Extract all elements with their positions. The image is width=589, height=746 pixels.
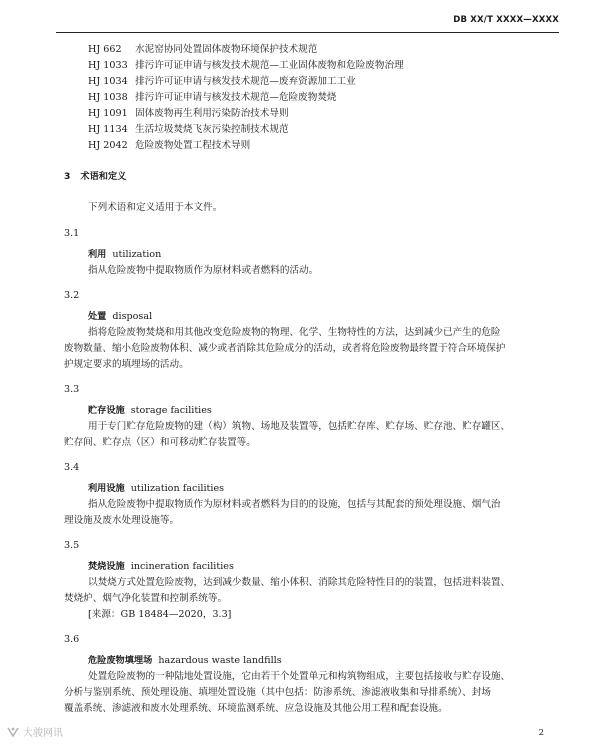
watermark-logo-icon — [6, 726, 20, 738]
term-definition: 废物数量、缩小危险废物体积、减少或者消除其危险成分的活动，或者将危险废物最终置于符合环境保护 — [64, 343, 506, 354]
term-heading: 危险废物填埋场 hazardous waste landfills — [88, 655, 282, 666]
term-heading: 利用 utilization — [88, 249, 162, 260]
header-rule — [56, 32, 559, 33]
watermark — [6, 724, 63, 739]
term-heading: 利用设施 utilization facilities — [88, 483, 225, 494]
term-definition: 以焚烧方式处置危险废物，达到减少数量、缩小体积、消除其危险特性目的的装置，包括进料装置、 — [88, 577, 511, 588]
doc-code-header: DB XX/T XXXX—XXXX — [453, 15, 559, 25]
term-number: 3.1 — [64, 228, 80, 239]
page-number: 2 — [538, 728, 544, 738]
term-heading: 焚烧设施 incineration facilities — [88, 561, 234, 572]
term-number: 3.3 — [64, 384, 80, 395]
term-definition: 指将危险废物焚烧和用其他改变危险废物的物理、化学、生物特性的方法，达到减少已产生的危险 — [88, 327, 501, 338]
term-heading: 贮存设施 storage facilities — [88, 405, 212, 416]
reference-item: HJ 1091 固体废物再生利用污染防治技术导则 — [88, 108, 289, 119]
term-heading: 处置 disposal — [88, 311, 153, 322]
reference-item: HJ 1134 生活垃圾焚烧飞灰污染控制技术规范 — [88, 124, 289, 135]
term-definition: 用于专门贮存危险废物的建（构）筑物、场地及装置等，包括贮存库、贮存场、贮存池、贮存罐区、 — [88, 421, 511, 432]
section-number: 3 — [64, 171, 71, 182]
reference-item: HJ 1038 排污许可证申请与核发技术规范—危险废物焚烧 — [88, 92, 337, 103]
section-heading — [64, 170, 126, 183]
term-number: 3.6 — [64, 634, 80, 645]
reference-item: HJ 662 水泥窑协同处置固体废物环境保护技术规范 — [88, 44, 318, 55]
term-definition: 覆盖系统、渗滤液和废水处理系统、环境监测系统、应急设施及其他公用工程和配套设施。 — [64, 703, 448, 714]
term-definition: 护规定要求的填埋场的活动。 — [64, 359, 189, 370]
watermark-text: 大骏网讯 — [23, 728, 63, 739]
term-definition: 分析与鉴别系统、预处理设施、填埋处置设施（其中包括：防渗系统、渗滤液收集和导排系统）、封场 — [64, 687, 491, 698]
term-number: 3.2 — [64, 290, 80, 301]
term-definition: 指从危险废物中提取物质作为原材料或者燃料为目的的设施，包括与其配套的预处理设施、烟气治 — [88, 499, 501, 510]
reference-item: HJ 1034 排污许可证申请与核发技术规范—废弃资源加工工业 — [88, 76, 356, 87]
term-definition: 处置危险废物的一种陆地处置设施，它由若干个处置单元和构筑物组成，主要包括接收与贮存设施、 — [88, 671, 511, 682]
section-intro: 下列术语和定义适用于本文件。 — [88, 202, 223, 213]
term-definition: 焚烧炉、烟气净化装置和控制系统等。 — [64, 593, 228, 604]
reference-item: HJ 1033 排污许可证申请与核发技术规范—工业固体废物和危险废物治理 — [88, 60, 404, 71]
term-number: 3.5 — [64, 540, 80, 551]
reference-item: HJ 2042 危险废物处置工程技术导则 — [88, 140, 251, 151]
term-definition: 贮存间、贮存点（区）和可移动贮存装置等。 — [64, 437, 256, 448]
term-source: [来源：GB 18484—2020，3.3] — [88, 609, 232, 620]
term-definition: 指从危险废物中提取物质作为原材料或者燃料的活动。 — [88, 265, 319, 276]
term-definition: 理设施及废水处理设施等。 — [64, 515, 180, 526]
term-number: 3.4 — [64, 462, 80, 473]
section-title: 术语和定义 — [80, 171, 127, 182]
